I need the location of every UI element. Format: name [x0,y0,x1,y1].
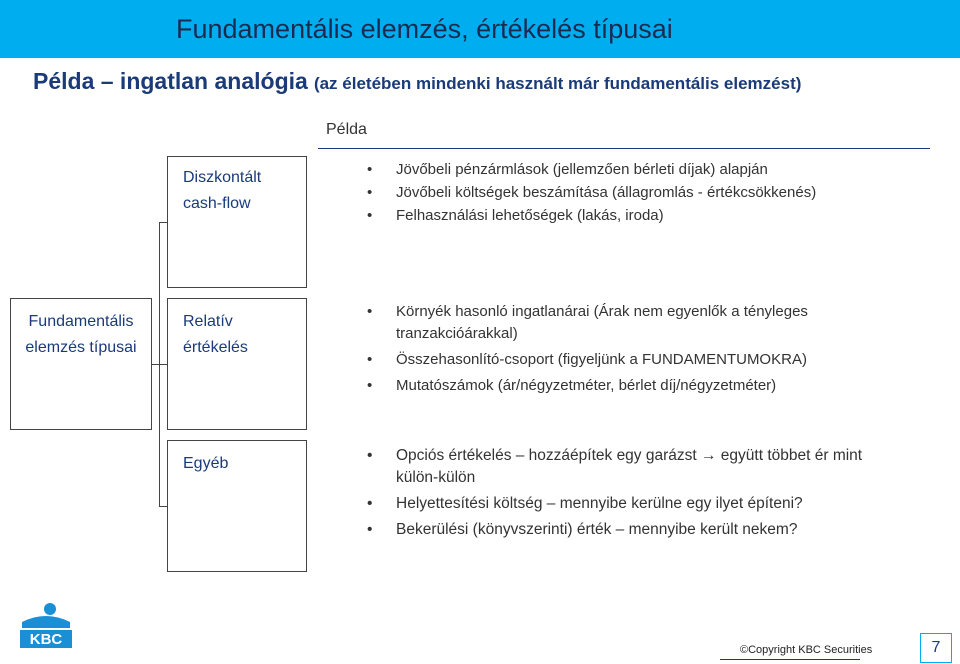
fundamental-box-line1: Fundamentális [28,313,134,330]
pelda-label: Példa [326,121,367,138]
list-item-line: • Helyettesítési költség – mennyibe kerülne egy ilyet építeni? [396,495,803,512]
list-item-line: tranzakcióárakkal) [396,325,518,342]
list-item [367,301,927,345]
subtitle [33,68,801,95]
copyright: ©Copyright KBC Securities [740,644,873,656]
list-item [367,349,927,371]
list-item-line: • Környék hasonló ingatlanárai (Árak nem egyenlők a tényleges [396,303,808,320]
list-item [367,375,927,397]
dcf-box-line2: cash-flow [183,195,251,212]
list-item: • Jövőbeli pénzármlások (jellemzően bérleti díjak) alapján [367,159,927,181]
dcf-bullet-list [367,159,927,228]
fundamental-analysis-box [10,298,152,430]
relative-box-line2: értékelés [183,339,248,356]
list-item [367,519,927,541]
other-box-line1: Egyéb [183,455,229,472]
list-item-line: • Opciós értékelés – hozzáépítek egy garázst → együtt többet ér mint [396,447,863,464]
pelda-divider [318,148,930,149]
tree-connector-other [159,506,167,507]
relative-box-line1: Relatív [183,313,233,330]
subtitle-parenthetical: (az életében mindenki használt már fundamentális elemzést) [313,74,802,93]
other-valuation-box [167,440,307,572]
other-bullet-list [367,445,927,545]
list-item: • Felhasználási lehetőségek (lakás, iroda) [367,205,927,227]
list-item-line: • Mutatószámok (ár/négyzetméter, bérlet díj/négyzetméter) [396,377,777,394]
relative-bullet-list [367,301,927,401]
list-item [367,445,927,489]
dcf-box-line1: Diszkontált [183,169,262,186]
title-bar [0,0,960,58]
tree-connector-root [152,364,167,365]
list-item-line: külön-külön [396,469,476,486]
fundamental-box-line2: elemzés típusai [25,339,137,356]
subtitle-main: Példa – ingatlan analógia [33,68,308,94]
list-item-line: • Összehasonlító-csoport (figyeljünk a FUNDAMENTUMOKRA) [396,351,807,368]
list-item-line: • Bekerülési (könyvszerinti) érték – mennyibe került nekem? [396,521,798,538]
list-item [367,493,927,515]
page-number: 7 [920,633,952,663]
tree-connector-dcf [159,222,167,223]
list-item: • Jövőbeli költségek beszámítása (állagromlás - értékcsökkenés) [367,182,927,204]
kbc-logo-text: KBC [29,631,63,648]
page-title: Fundamentális elemzés, értékelés típusai [176,13,673,44]
kbc-logo [16,600,76,650]
dcf-box [167,156,307,288]
relative-valuation-box [167,298,307,430]
footer-divider [720,659,860,660]
